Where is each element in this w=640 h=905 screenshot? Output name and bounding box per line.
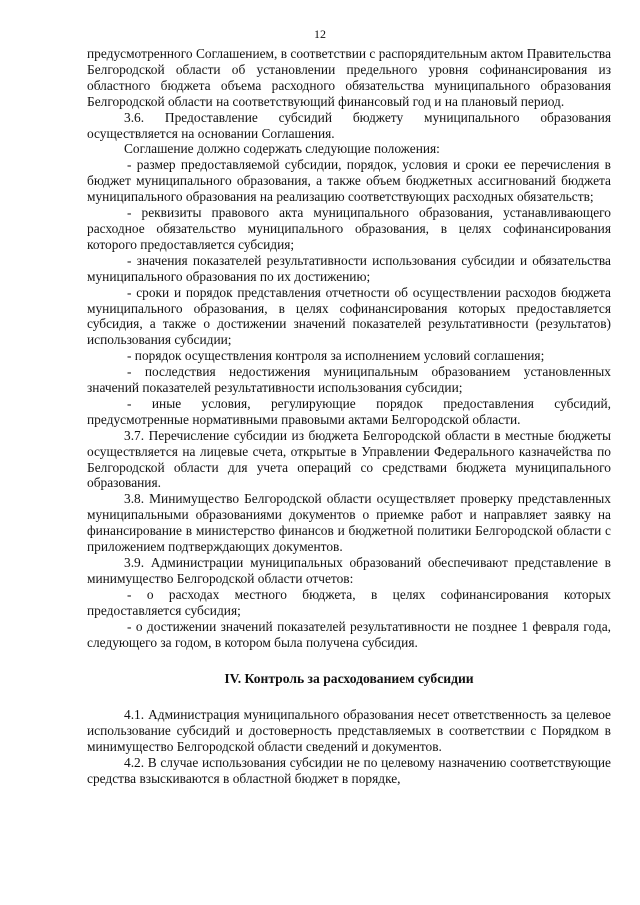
list-item-paragraph: - о достижении значений показателей результативности не позднее 1 февраля года, следующего за годом, в котором была получена субсидия. <box>87 618 611 650</box>
document-body <box>87 46 611 787</box>
section-heading: IV. Контроль за расходованием субсидии <box>224 671 474 687</box>
page-number: 12 <box>314 27 326 41</box>
list-item-paragraph: - сроки и порядок представления отчетности об осуществлении расходов бюджета муниципального образования, в целях софинансирования которых предоставляется субсидия, а также о достижении значений показателей результативности (результатов) использования субсидии; <box>87 284 611 348</box>
paragraph: Соглашение должно содержать следующие положения: <box>124 141 440 157</box>
list-item-paragraph: - иные условия, регулирующие порядок предоставления субсидий, предусмотренные нормативными правовыми актами Белгородской области. <box>87 395 611 427</box>
paragraph: 4.1. Администрация муниципального образования несет ответственность за целевое использование субсидий и достоверность представляемых в соответствии с Порядком в минимущество Белгородской области сведений и документов. <box>87 707 611 755</box>
list-item-paragraph: - о расходах местного бюджета, в целях софинансирования которых предоставляется субсидия; <box>87 586 611 618</box>
paragraphs-before-heading <box>87 46 611 650</box>
paragraph: 4.2. В случае использования субсидии не по целевому назначению соответствующие средства взыскиваются в областной бюджет в порядке, <box>87 755 611 787</box>
list-item-paragraph: - реквизиты правового акта муниципального образования, устанавливающего расходное обязательство муниципального образования, в целях софинансирования которого предоставляется субсидия; <box>87 205 611 252</box>
list-item-paragraph: - последствия недостижения муниципальным образованием установленных значений показателей результативности использования субсидии; <box>87 364 611 396</box>
list-item-paragraph: - значения показателей результативности использования субсидии и обязательства муниципального образования по их достижению; <box>87 252 611 284</box>
paragraph: 3.9. Администрации муниципальных образований обеспечивают представление в минимущество Белгородской области отчетов: <box>87 555 611 586</box>
paragraph: 3.8. Минимущество Белгородской области осуществляет проверку представленных муниципальными образованиями документов о приемке работ и направляет заявку на финансирование в министерство финансов и бюджетной политики Белгородской области с приложением подтверждающих документов. <box>87 491 611 555</box>
list-item-paragraph: - порядок осуществления контроля за исполнением условий соглашения; <box>127 348 545 364</box>
paragraph: 3.7. Перечисление субсидии из бюджета Белгородской области в местные бюджеты осуществляется на лицевые счета, открытые в Управлении Федерального казначейства по Белгородской области для учета операций со средствами бюджета муниципального образования. <box>87 427 611 491</box>
paragraphs-after-heading <box>87 707 611 787</box>
list-item-paragraph: - размер предоставляемой субсидии, порядок, условия и сроки ее перечисления в бюджет муниципального образования, а также объем бюджетных ассигнований бюджета муниципального образования на реализацию соответствующих расходных обязательств; <box>87 157 611 205</box>
paragraph: предусмотренного Соглашением, в соответствии с распорядительным актом Правительства Белгородской области об установлении предельного уровня софинансирования из областного бюджета объема расходного обязательства муниципального образования Белгородской области на соответствующий финансовый год и на плановый период. <box>87 46 612 109</box>
paragraph: 3.6. Предоставление субсидий бюджету муниципального образования осуществляется на основании Соглашения. <box>87 109 611 141</box>
